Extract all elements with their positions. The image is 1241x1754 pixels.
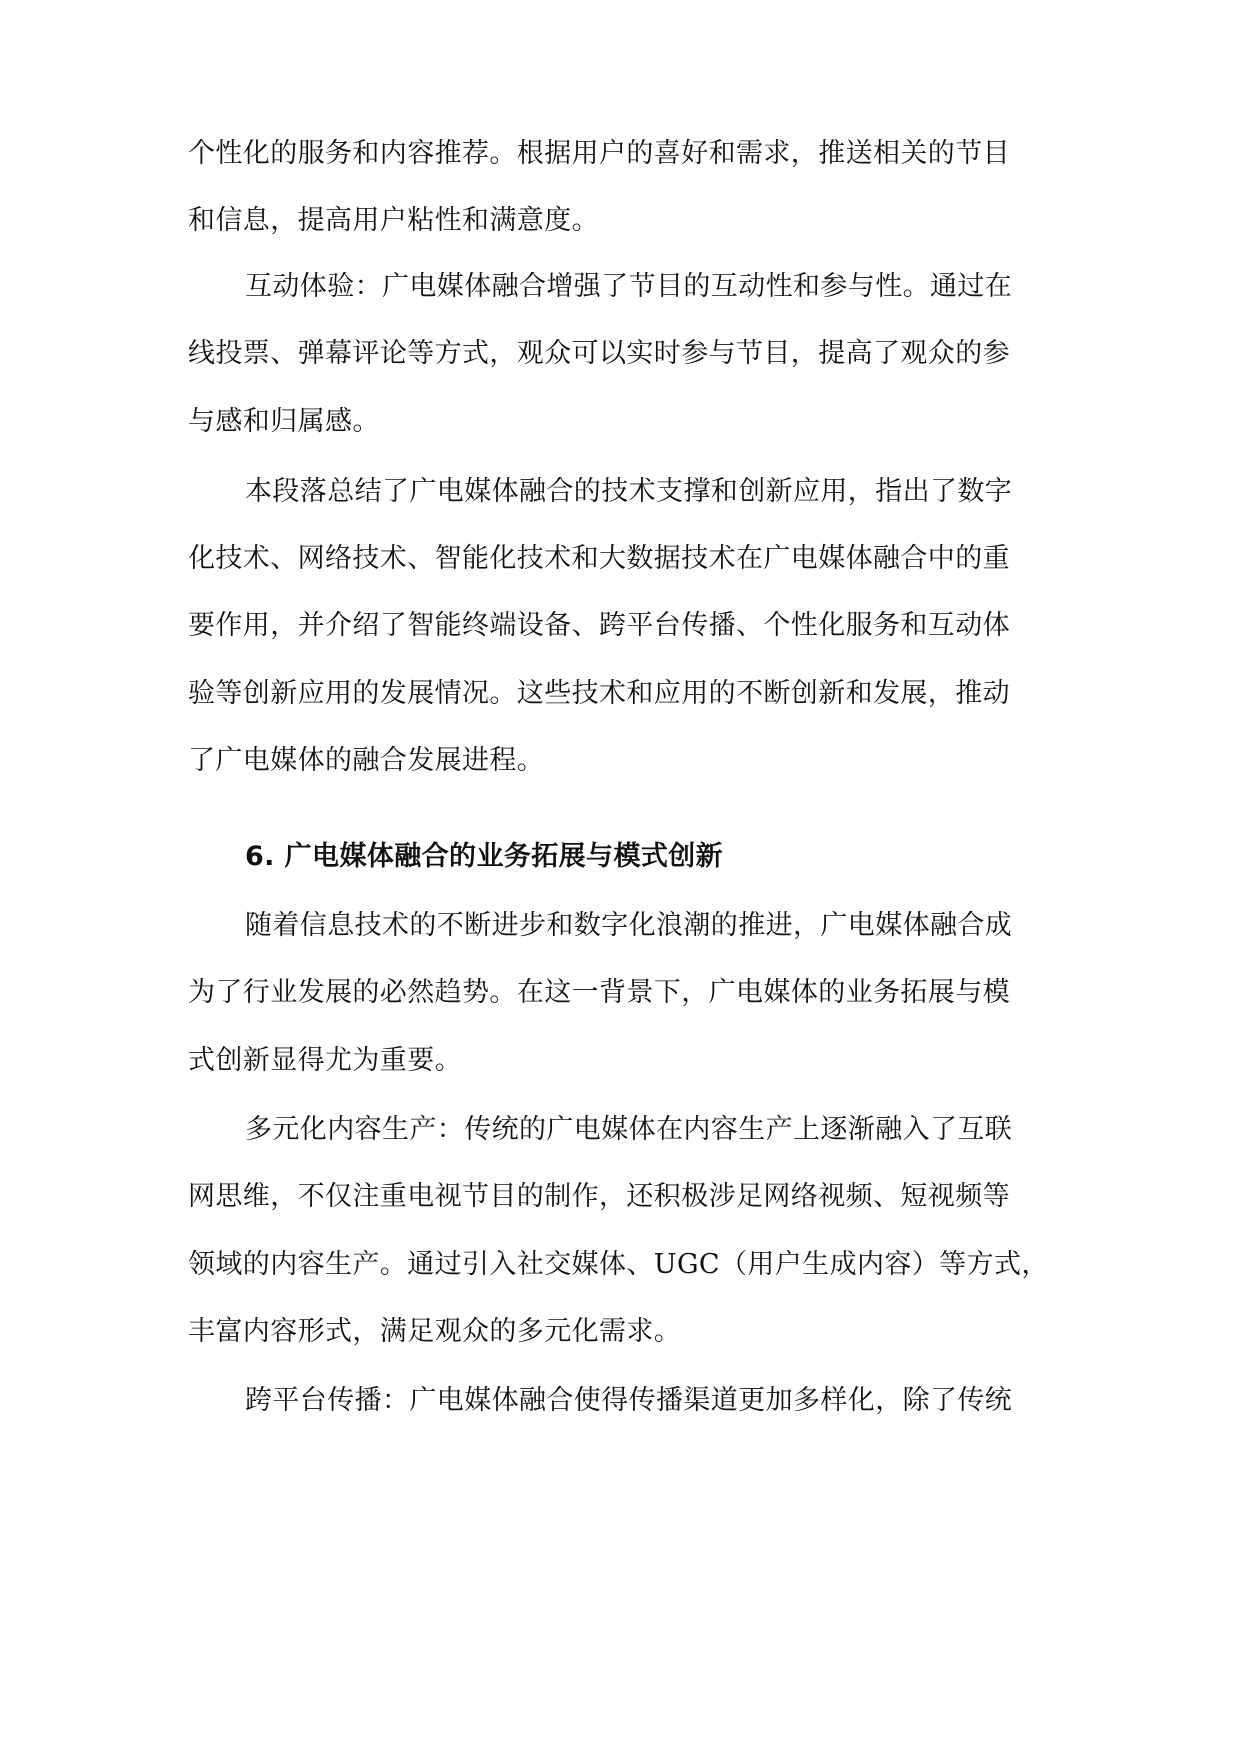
paragraph-line: 式创新显得尤为重要。 [188, 1045, 462, 1076]
paragraph-line: 互动体验：广电媒体融合增强了节目的互动性和参与性。通过在 [245, 271, 1013, 302]
paragraph-line: 本段落总结了广电媒体融合的技术支撑和创新应用，指出了数字 [245, 476, 1013, 507]
paragraph-line: 线投票、弹幕评论等方式，观众可以实时参与节目，提高了观众的参 [188, 338, 1010, 369]
paragraph-line: 随着信息技术的不断进步和数字化浪潮的推进，广电媒体融合成 [245, 910, 1013, 941]
paragraph-line: 要作用，并介绍了智能终端设备、跨平台传播、个性化服务和互动体 [188, 610, 1010, 641]
paragraph-line: 化技术、网络技术、智能化技术和大数据技术在广电媒体融合中的重 [188, 543, 1010, 574]
paragraph-line: 丰富内容形式，满足观众的多元化需求。 [188, 1316, 682, 1347]
section-heading: 6. 广电媒体融合的业务拓展与模式创新 [245, 841, 724, 872]
paragraph-line: 领域的内容生产。通过引入社交媒体、UGC（用户生成内容）等方式， [188, 1249, 1049, 1280]
paragraph-line: 跨平台传播：广电媒体融合使得传播渠道更加多样化，除了传统 [245, 1385, 1013, 1416]
paragraph-line: 多元化内容生产：传统的广电媒体在内容生产上逐渐融入了互联 [245, 1114, 1013, 1145]
paragraph-line: 了广电媒体的融合发展进程。 [188, 745, 545, 776]
paragraph-line: 和信息，提高用户粘性和满意度。 [188, 205, 599, 236]
paragraph-line: 为了行业发展的必然趋势。在这一背景下，广电媒体的业务拓展与模 [188, 977, 1010, 1008]
paragraph-line: 与感和归属感。 [188, 406, 380, 437]
paragraph-line: 网思维，不仅注重电视节目的制作，还积极涉足网络视频、短视频等 [188, 1181, 1010, 1212]
paragraph-line: 个性化的服务和内容推荐。根据用户的喜好和需求，推送相关的节目 [188, 138, 1010, 169]
paragraph-line: 验等创新应用的发展情况。这些技术和应用的不断创新和发展，推动 [188, 678, 1010, 709]
